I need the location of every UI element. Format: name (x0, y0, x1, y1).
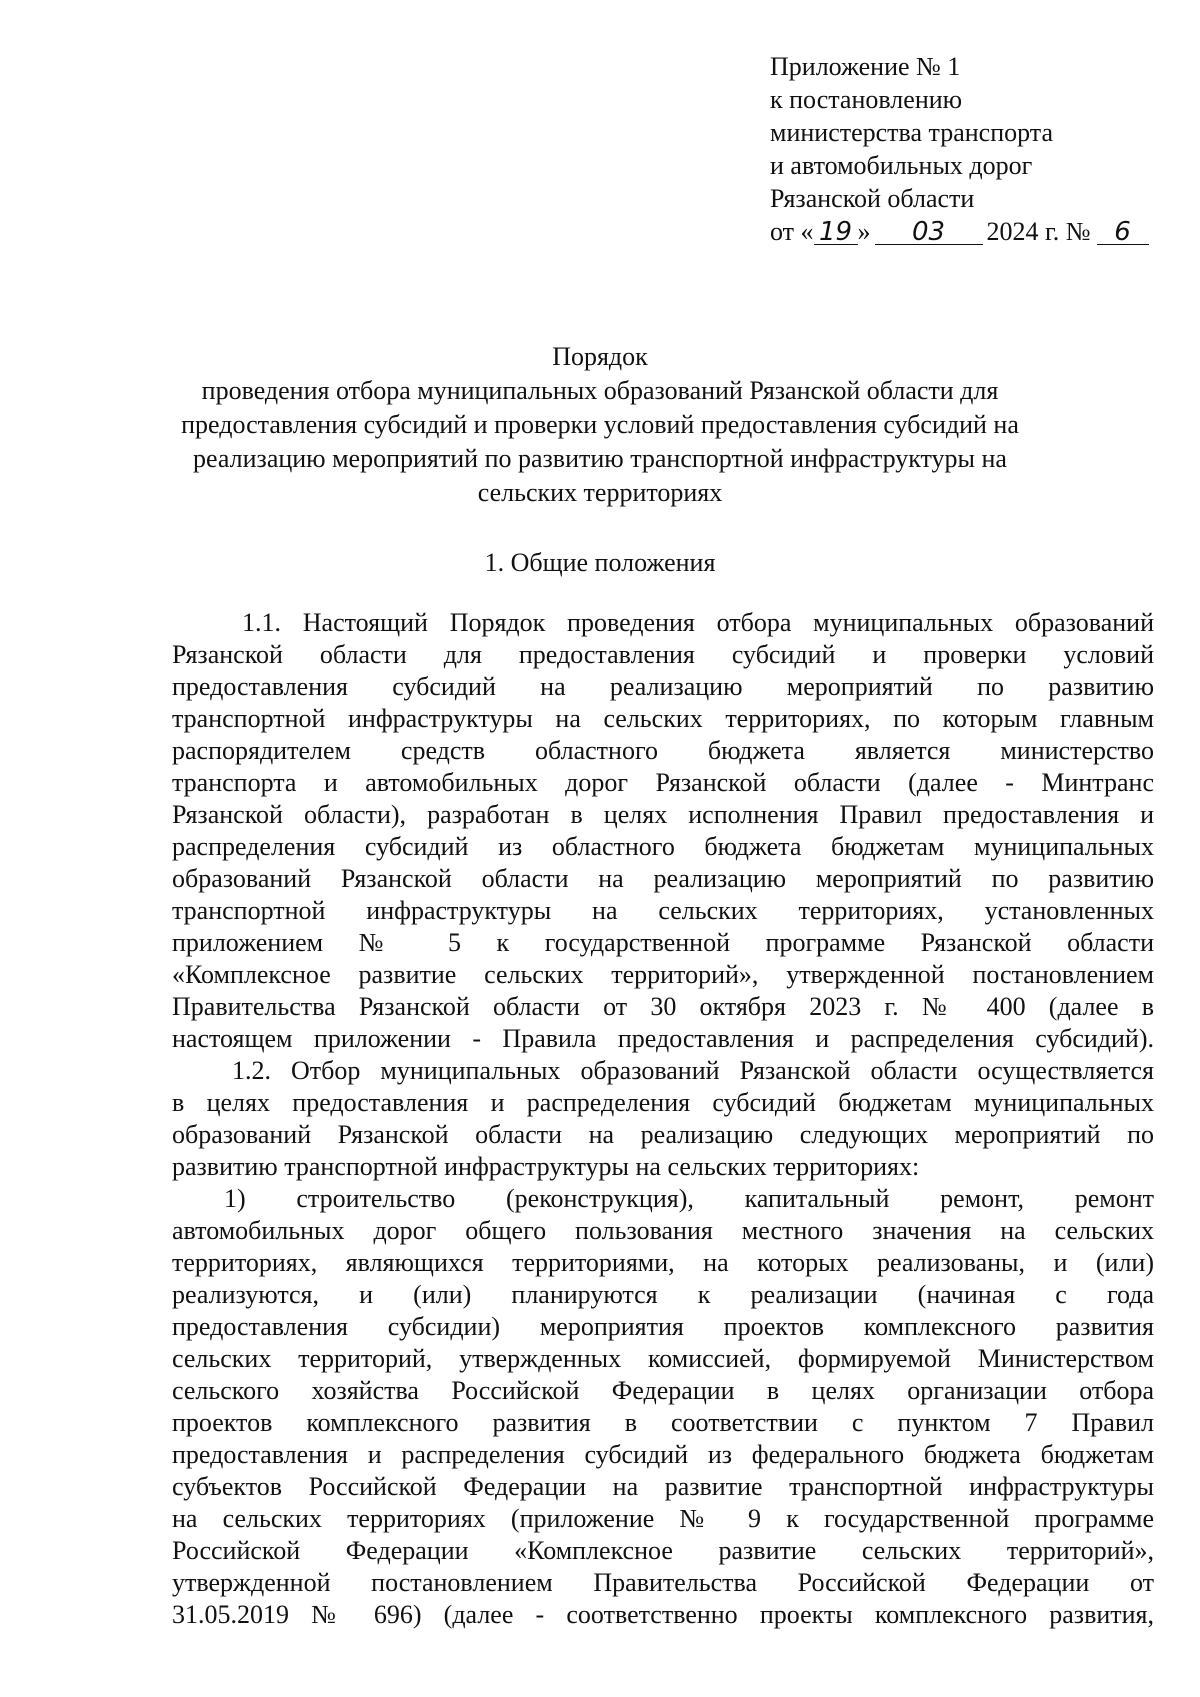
body-line: развитию транспортной инфраструктуры на сельских территориях: (172, 1152, 920, 1181)
appendix-reference (770, 50, 1170, 248)
body-line: 31.05.2019 № 696) (далее - соответственно проекты комплексного развития, (172, 1600, 1154, 1629)
body-line: 1) строительство (реконструкция), капитальный ремонт, ремонт (224, 1184, 1154, 1213)
appendix-line-4: и автомобильных дорог (770, 151, 1033, 180)
body-line: образований Рязанской области на реализацию следующих мероприятий по (172, 1120, 1154, 1149)
date-mid: » (857, 217, 871, 246)
section-heading: 1. Общие положения (484, 548, 716, 577)
body-line: образований Рязанской области на реализацию мероприятий по развитию (172, 864, 1154, 893)
title-line-1: Порядок (552, 342, 648, 371)
body-line: распределения субсидий из областного бюджета бюджетам муниципальных (172, 832, 1154, 861)
body-line: приложением № 5 к государственной программе Рязанской области (172, 928, 1154, 957)
appendix-date-line (770, 215, 1170, 248)
body-line: субъектов Российской Федерации на развитие транспортной инфраструктуры (172, 1472, 1154, 1501)
body-line: Рязанской области), разработан в целях исполнения Правил предоставления и (172, 800, 1154, 829)
body-line: автомобильных дорог общего пользования местного значения на сельских (172, 1216, 1154, 1245)
title-line-4: реализацию мероприятий по развитию транспортной инфраструктуры на (193, 444, 1007, 473)
body-line: утвержденной постановлением Правительства Российской Федерации от (172, 1568, 1154, 1597)
body-line: Российской Федерации «Комплексное развитие сельских территорий», (172, 1536, 1154, 1565)
body-line: предоставления субсидий на реализацию мероприятий по развитию (172, 672, 1154, 701)
body-line: 1.1. Настоящий Порядок проведения отбора муниципальных образований (242, 608, 1154, 637)
body-line: сельского хозяйства Российской Федерации в целях организации отбора (172, 1376, 1154, 1405)
body-line: распорядителем средств областного бюджета является министерство (172, 736, 1154, 765)
handwritten-day: 19 (814, 220, 858, 245)
body-line: в целях предоставления и распределения субсидий бюджетам муниципальных (172, 1088, 1154, 1117)
body-line: территориях, являющихся территориями, на которых реализованы, и (или) (172, 1248, 1154, 1277)
date-year: 2024 г. № (986, 217, 1091, 246)
body-line: 1.2. Отбор муниципальных образований Рязанской области осуществляется (232, 1056, 1154, 1085)
title-line-2: проведения отбора муниципальных образований Рязанской области для (201, 376, 999, 405)
appendix-line-5: Рязанской области (770, 184, 975, 213)
handwritten-number: 6 (1097, 220, 1149, 245)
body-line: реализуются, и (или) планируются к реализации (начиная с года (172, 1280, 1154, 1309)
appendix-line-2: к постановлению (770, 85, 963, 114)
body-line: транспортной инфраструктуры на сельских территориях, установленных (172, 896, 1154, 925)
body-line: настоящем приложении - Правила предоставления и распределения субсидий). (172, 1024, 1154, 1053)
document-title (150, 340, 1050, 510)
title-line-3: предоставления субсидий и проверки условий предоставления субсидий на (181, 410, 1019, 439)
handwritten-month: 03 (875, 220, 983, 245)
body-line: транспортной инфраструктуры на сельских территориях, по которым главным (172, 704, 1154, 733)
appendix-line-3: министерства транспорта (770, 118, 1053, 147)
body-line: предоставления субсидии) мероприятия проектов комплексного развития (172, 1312, 1154, 1341)
appendix-number: Приложение № 1 (770, 52, 961, 81)
body-line: Правительства Рязанской области от 30 октября 2023 г. № 400 (далее в (172, 992, 1154, 1021)
title-line-5: сельских территориях (477, 478, 723, 507)
body-line: «Комплексное развитие сельских территорий», утвержденной постановлением (172, 960, 1154, 989)
date-prefix: от « (770, 217, 814, 246)
body-line: проектов комплексного развития в соответствии с пунктом 7 Правил (172, 1408, 1154, 1437)
body-line: Рязанской области для предоставления субсидий и проверки условий (172, 640, 1154, 669)
body-line: на сельских территориях (приложение № 9 к государственной программе (172, 1504, 1154, 1533)
body-line: предоставления и распределения субсидий из федерального бюджета бюджетам (172, 1440, 1154, 1469)
body-line: сельских территорий, утвержденных комиссией, формируемой Министерством (172, 1344, 1154, 1373)
body-line: транспорта и автомобильных дорог Рязанской области (далее - Минтранс (172, 768, 1154, 797)
